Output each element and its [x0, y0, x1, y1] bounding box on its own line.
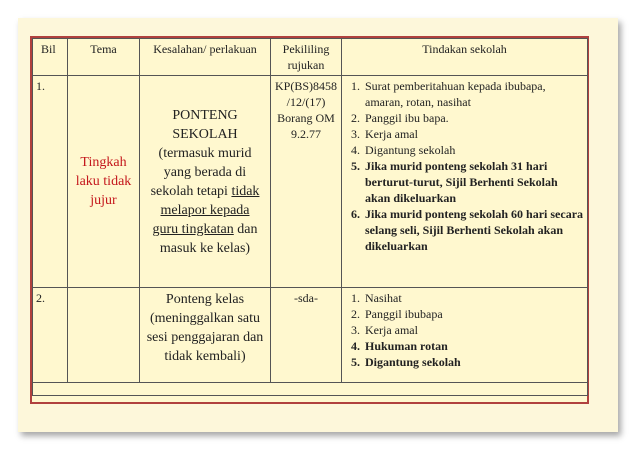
- tindakan-item: 3. Kerja amal: [363, 126, 584, 142]
- tema-line: laku tidak: [75, 174, 132, 189]
- tindakan-item: 5. Digantung sekolah: [363, 354, 584, 370]
- pekililing-cell: -sda-: [271, 288, 342, 383]
- kesalahan-underlined: guru tingkatan: [152, 221, 234, 237]
- tema-cell: [68, 76, 140, 288]
- header-tindakan: Tindakan sekolah: [342, 39, 588, 76]
- tindakan-item: 3. Kerja amal: [363, 322, 584, 338]
- kesalahan-cell: [140, 76, 271, 288]
- tema-cell: [68, 288, 140, 383]
- row-number: 1.: [33, 76, 68, 288]
- tindakan-item: 2. Panggil ibu bapa.: [363, 110, 584, 126]
- tindakan-item: 2. Panggil ibubapa: [363, 306, 584, 322]
- tindakan-item: 4. Hukuman rotan: [363, 338, 584, 354]
- header-pekililing: Pekililing rujukan: [271, 39, 342, 76]
- kesalahan-line: (termasuk murid: [158, 145, 252, 161]
- header-bil: Bil: [33, 39, 68, 76]
- kesalahan-line: SEKOLAH: [172, 126, 238, 142]
- tema-line: jujur: [90, 193, 117, 208]
- kesalahan-text: dan: [233, 221, 258, 237]
- table-padding-row: [33, 383, 588, 396]
- kesalahan-text: sekolah tetapi: [150, 183, 232, 199]
- kesalahan-line: tidak kembali): [164, 349, 246, 364]
- pekililing-line: KP(BS)8458: [274, 79, 337, 93]
- pekililing-line: 9.2.77: [291, 127, 321, 141]
- tindakan-cell: [342, 288, 588, 383]
- tindakan-item: 1. Surat pemberitahuan kepada ibubapa, amaran, rotan, nasihat: [363, 78, 584, 110]
- discipline-table: [32, 38, 588, 396]
- header-tema: Tema: [68, 39, 140, 76]
- kesalahan-underlined: tidak: [231, 183, 260, 199]
- kesalahan-line: Ponteng kelas: [165, 292, 245, 307]
- tema-line: Tingkah: [80, 155, 127, 170]
- padding-cell: [33, 383, 588, 396]
- kesalahan-line: [143, 220, 267, 239]
- table-row: [33, 288, 588, 383]
- tindakan-cell: [342, 76, 588, 288]
- kesalahan-line: melapor kepada: [160, 202, 250, 218]
- pekililing-line: /12/(17): [286, 95, 326, 109]
- kesalahan-line: (meninggalkan satu: [149, 311, 261, 326]
- kesalahan-line: [143, 182, 267, 201]
- kesalahan-line: PONTENG: [172, 107, 238, 123]
- row-number: 2.: [33, 288, 68, 383]
- kesalahan-line: yang berada di: [163, 164, 247, 180]
- tindakan-item: 6. Jika murid ponteng sekolah 60 hari secara selang seli, Sijil Berhenti Sekolah akan dikeluarkan: [363, 206, 584, 254]
- table-header-row: [33, 39, 588, 76]
- kesalahan-cell: [140, 288, 271, 383]
- table-row: [33, 76, 588, 288]
- header-kesalahan: Kesalahan/ perlakuan: [140, 39, 271, 76]
- kesalahan-line: masuk ke kelas): [159, 240, 251, 256]
- tindakan-list: [345, 78, 584, 254]
- pekililing-line: Borang OM: [277, 111, 335, 125]
- tindakan-item: 4. Digantung sekolah: [363, 142, 584, 158]
- tindakan-list: [345, 290, 584, 370]
- pekililing-cell: [271, 76, 342, 288]
- tindakan-item: 5. Jika murid ponteng sekolah 31 hari berturut-turut, Sijil Berhenti Sekolah akan dikeluarkan: [363, 158, 584, 206]
- kesalahan-line: sesi penggajaran dan: [146, 330, 264, 345]
- tindakan-item: 1. Nasihat: [363, 290, 584, 306]
